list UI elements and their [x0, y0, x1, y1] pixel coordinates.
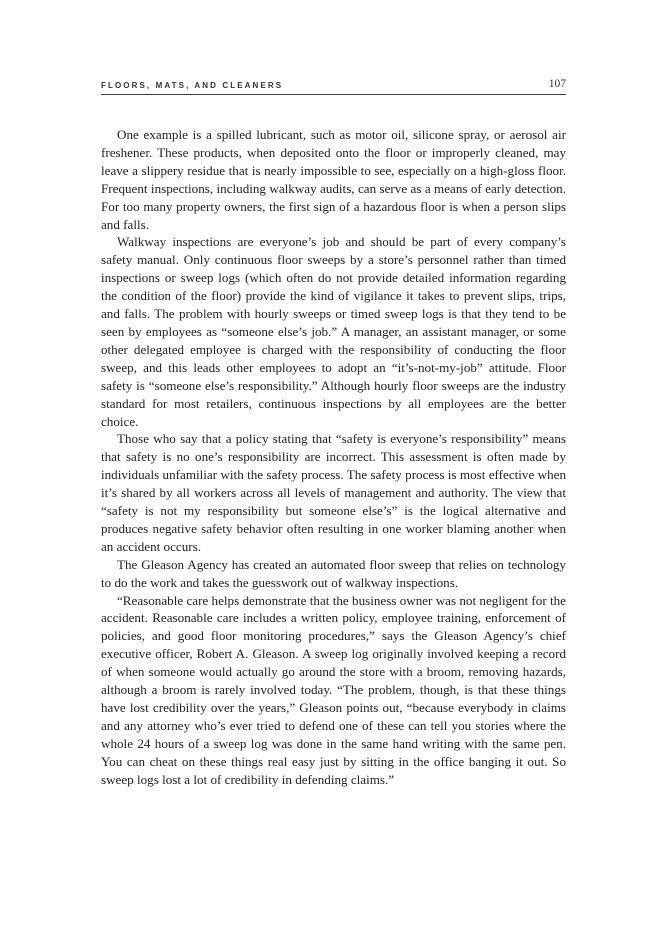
running-header: [101, 78, 566, 95]
running-title: FLOORS, MATS, AND CLEANERS: [101, 81, 284, 90]
paragraph: One example is a spilled lubricant, such as motor oil, silicone spray, or aerosol air freshener. These products, when deposited onto the floor or improperly cleaned, may leave a slippery residue that is nearly impossible to see, especially on a high-gloss floor. Frequent inspections, including walkway audits, can serve as a means of early detection. For too many property owners, the first sign of a hazardous floor is when a person slips and falls.: [101, 127, 566, 232]
paragraph: The Gleason Agency has created an automated floor sweep that relies on technology to do the work and takes the guesswork out of walkway inspections.: [101, 556, 566, 590]
paragraph: Those who say that a policy stating that “safety is everyone’s responsibility” means that safety is no one’s responsibility are incorrect. This assessment is often made by individuals unfamiliar with the safety process. The safety process is most effective when it’s shared by all workers across all levels of management and authority. The view that “safety is not my responsibility but someone else’s” is the logical alternative and produces negative safety behavior often resulting in one worker blaming another when an accident occurs.: [101, 431, 566, 554]
paragraph: Walkway inspections are everyone’s job and should be part of every company’s safety manual. Only continuous floor sweeps by a store’s personnel rather than timed inspections or sweep logs (which often do not provide detailed information regarding the condition of the floor) provide the kind of vigilance it takes to prevent slips, trips, and falls. The problem with hourly sweeps or timed sweep logs is that they tend to be seen by employees as “someone else’s job.” A manager, an assistant manager, or some other delegated employee is charged with the responsibility of conducting the floor sweep, and this leads other employees to adopt an “it’s-not-my-job” attitude. Floor safety is “someone else’s responsibility.” Although hourly floor sweeps are the industry standard for most retailers, continuous inspections by all employees are the better choice.: [101, 234, 566, 429]
paragraph: “Reasonable care helps demonstrate that the business owner was not negligent for the accident. Reasonable care includes a written policy, employee training, enforcement of policies, and good floor monitoring procedures,” says the Gleason Agency’s chief executive officer, Robert A. Gleason. A sweep log originally involved keeping a record of when someone would actually go around the store with a broom, removing hazards, although a broom is rarely involved today. “The problem, though, is that these things have lost credibility over the years,” Gleason points out, “because everybody in claims and any attorney who’s ever tried to defend one of these can tell you stories where the whole 24 hours of a sweep log was done in the same hand writing with the same pen. You can cheat on these things real easy just by sitting in the office banging it out. So sweep logs lost a lot of credibility in defending claims.”: [101, 592, 566, 787]
page-number: 107: [548, 78, 566, 90]
body-text: [101, 126, 566, 789]
